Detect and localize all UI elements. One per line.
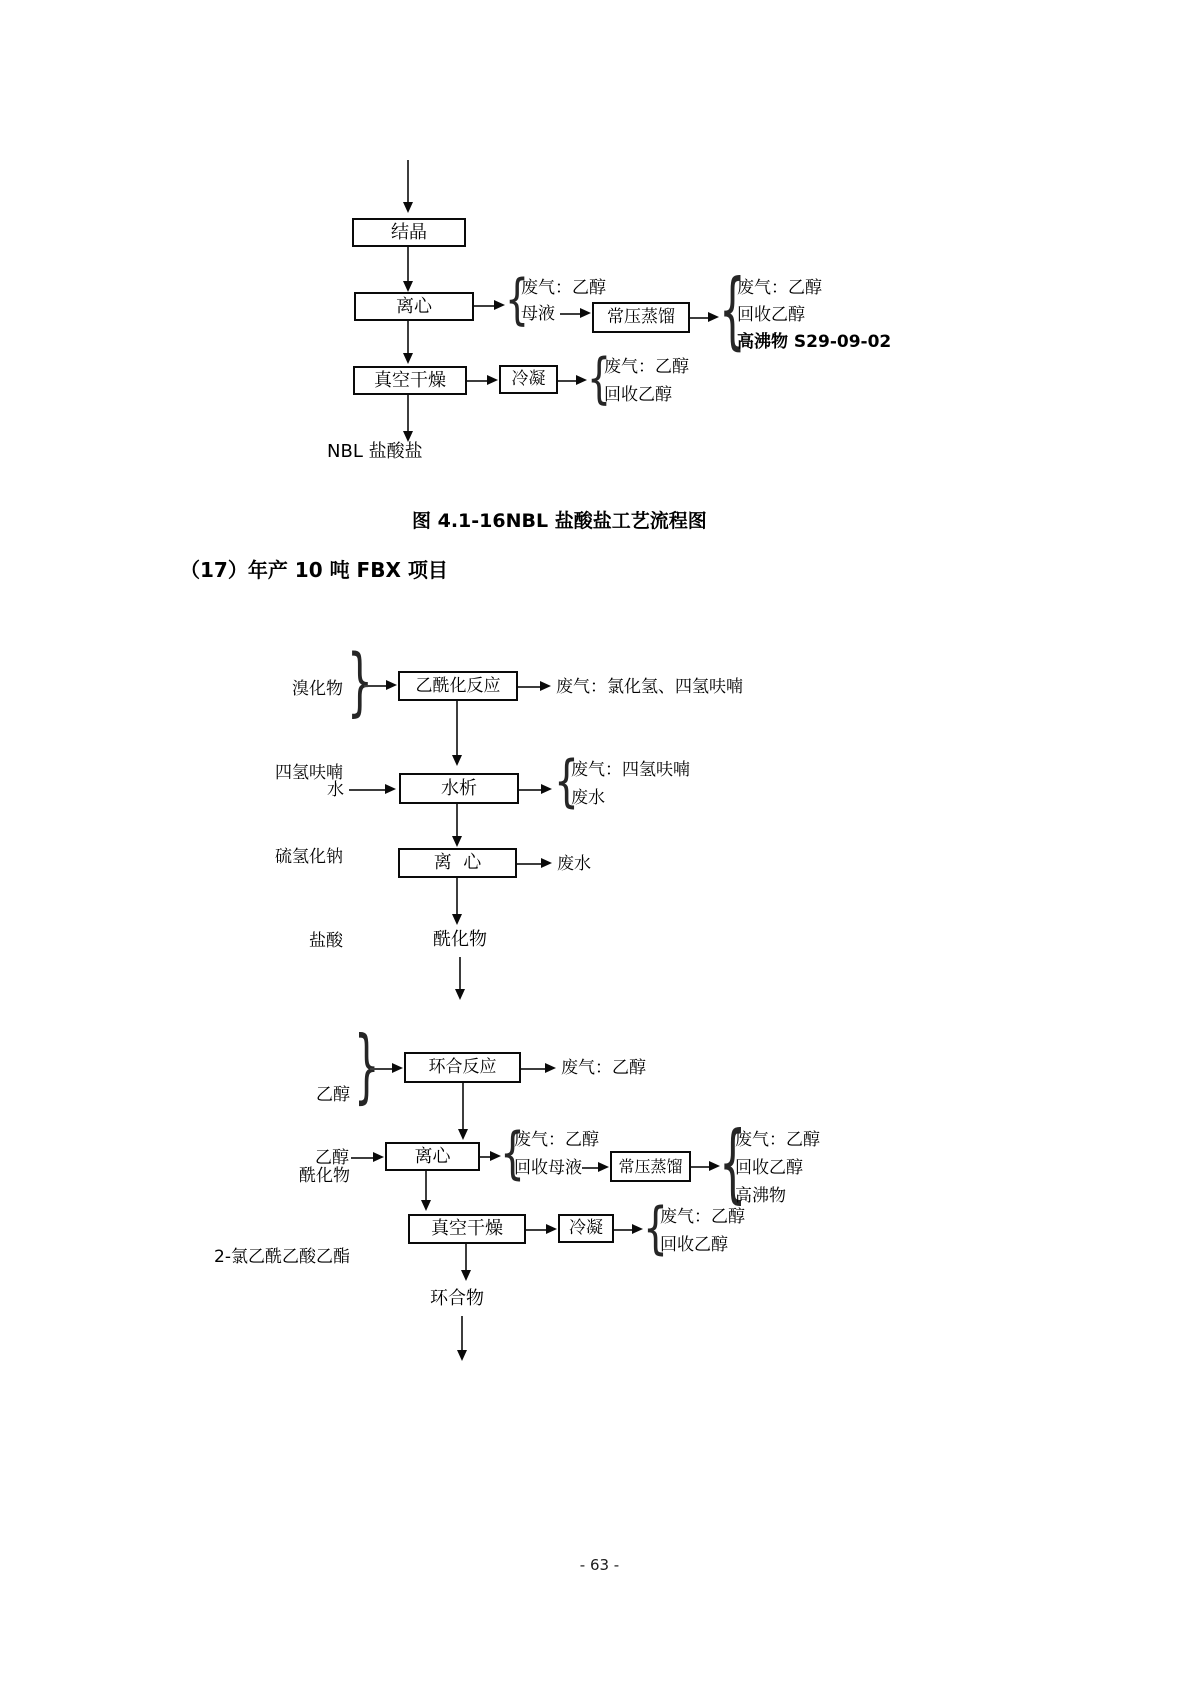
flow2-water-label: 水: [327, 780, 344, 800]
flow2-arrowhead-icon: [457, 1350, 467, 1361]
flow1-high-boiler-code: S29-09-02: [793, 332, 892, 352]
flow1-arrowhead-icon: [494, 300, 505, 310]
flow2-arrowhead-icon: [386, 680, 397, 690]
flow1-entry-line: [407, 160, 409, 204]
flow2-ethanol-label: 乙醇: [315, 1148, 349, 1168]
flow2-arrowhead-icon: [546, 1224, 557, 1234]
flow2-arrowhead-icon: [461, 1270, 471, 1281]
flow2-input-label: 溴化物: [292, 679, 343, 699]
flow2-acylate-label: 酰化物: [433, 929, 487, 950]
page-number: - 63 -: [579, 1556, 620, 1574]
flow2-input-label: 乙醇: [316, 1085, 350, 1105]
flow2-waste-water-label: 废水: [571, 788, 605, 808]
flow2-centrifuge1-node: 离 心: [398, 848, 517, 878]
flow2-arrowhead-icon: [598, 1162, 609, 1172]
brace-icon: [354, 1026, 379, 1106]
flow1-recover-ethanol-label: 回收乙醇: [604, 385, 672, 405]
flow2-condense-node: 冷凝: [558, 1214, 614, 1243]
flow2-connector: [614, 1229, 634, 1231]
flow2-connector: [461, 1316, 463, 1352]
flow1-product-label: NBL 盐酸盐: [327, 441, 423, 462]
flow1-arrowhead-icon: [403, 353, 413, 364]
flow2-vacuum-dry-node: 真空干燥: [408, 1214, 526, 1244]
flow2-water-precipitation-node: 水析: [399, 773, 519, 804]
flow2-connector: [691, 1166, 711, 1168]
flow2-arrowhead-icon: [373, 1152, 384, 1162]
flow1-entry-arrowhead-icon: [403, 202, 413, 213]
flow2-arrowhead-icon: [452, 914, 462, 925]
flow2-input-label: 盐酸: [309, 931, 343, 951]
flow2-waste-gas-thf-label: 废气：四氢呋喃: [571, 760, 690, 780]
flow1-recover-ethanol-label: 回收乙醇: [737, 305, 805, 325]
flow2-connector: [351, 1157, 375, 1159]
flow2-distill-node: 常压蒸馏: [610, 1151, 691, 1182]
flow1-condense-node: 冷凝: [499, 365, 558, 394]
flow2-input-label: 酰化物: [299, 1166, 350, 1186]
flow2-recover-ethanol-label: 回收乙醇: [660, 1235, 728, 1255]
flow2-connector: [370, 1068, 394, 1070]
flow2-waste-gas-ethanol-label: 废气：乙醇: [561, 1058, 646, 1078]
flow1-waste-gas-label: 废气：乙醇: [604, 357, 689, 377]
flow2-acylation-inputs: [195, 619, 343, 1011]
flow2-cyclization-inputs: [192, 1028, 350, 1325]
flow2-arrowhead-icon: [392, 1063, 403, 1073]
flow2-arrowhead-icon: [452, 755, 462, 766]
flow1-high-boiler-label: [737, 333, 891, 353]
flow2-arrowhead-icon: [458, 1129, 468, 1140]
flow2-cyclization-node: 环合反应: [404, 1052, 521, 1083]
flow2-arrowhead-icon: [540, 681, 551, 691]
flow2-arrowhead-icon: [541, 858, 552, 868]
flow2-waste-gas-ethanol-label: 废气：乙醇: [514, 1130, 599, 1150]
flow2-product-label: 环合物: [430, 1288, 484, 1309]
flow2-connector: [465, 1244, 467, 1272]
flow1-connector: [407, 395, 409, 433]
flow1-high-boiler-text: 高沸物: [737, 332, 788, 352]
flow2-arrowhead-icon: [452, 836, 462, 847]
flow1-waste-gas-label: 废气：乙醇: [521, 278, 606, 298]
flow2-arrowhead-icon: [632, 1224, 643, 1234]
flow2-waste-gas-ethanol-label: 废气：乙醇: [735, 1130, 820, 1150]
figure1-caption: 图 4.1-16NBL 盐酸盐工艺流程图: [412, 510, 707, 532]
brace-icon: [347, 645, 373, 719]
flow2-connector: [518, 686, 542, 688]
flow2-input-label: 硫氢化钠: [275, 847, 343, 867]
flow1-connector: [474, 305, 496, 307]
flow2-connector: [462, 1083, 464, 1131]
section-heading: （17）年产 10 吨 FBX 项目: [180, 558, 448, 582]
flow1-crystallize-node: 结晶: [352, 218, 466, 247]
flow2-recover-ethanol-label: 回收乙醇: [735, 1158, 803, 1178]
flow1-connector: [690, 317, 710, 319]
flow1-vacuum-dry-node: 真空干燥: [353, 366, 467, 395]
flow1-arrowhead-icon: [576, 375, 587, 385]
flow1-mother-liquor-label: 母液: [521, 304, 555, 324]
flow2-waste-gas-ethanol-label: 废气：乙醇: [660, 1207, 745, 1227]
flow2-arrowhead-icon: [455, 989, 465, 1000]
flow2-connector: [459, 957, 461, 991]
flow2-waste-gas-acylation-label: 废气：氯化氢、四氢呋喃: [556, 677, 743, 697]
flow2-connector: [517, 863, 543, 865]
flow2-connector: [456, 804, 458, 838]
flow2-arrowhead-icon: [545, 1063, 556, 1073]
flow2-input-label: 2-氯乙酰乙酸乙酯: [214, 1247, 350, 1267]
flow2-connector: [456, 878, 458, 916]
flow1-arrowhead-icon: [403, 281, 413, 292]
flow1-distill-node: 常压蒸馏: [592, 302, 690, 333]
flow2-connector: [521, 1068, 547, 1070]
flow2-arrowhead-icon: [385, 784, 396, 794]
flow1-connector: [467, 380, 489, 382]
flow1-waste-gas-label: 废气：乙醇: [737, 278, 822, 298]
flow2-input-label: 四氢呋喃: [275, 763, 343, 783]
flow1-connector: [407, 321, 409, 355]
flow1-connector: [558, 380, 578, 382]
flow2-arrowhead-icon: [541, 784, 552, 794]
flow1-arrowhead-icon: [708, 312, 719, 322]
flow2-arrowhead-icon: [421, 1200, 431, 1211]
flow2-connector: [349, 789, 387, 791]
flow2-centrifuge2-node: 离心: [385, 1142, 480, 1171]
flow2-connector: [425, 1171, 427, 1202]
flow2-high-boiler-label: 高沸物: [735, 1186, 786, 1206]
flow2-connector: [456, 701, 458, 757]
flow2-connector: [526, 1229, 548, 1231]
flow2-connector: [364, 685, 388, 687]
flow1-connector: [407, 247, 409, 283]
flow2-acylation-node: 乙酰化反应: [398, 671, 518, 701]
flow1-connector: [560, 313, 582, 315]
flow2-connector: [519, 789, 543, 791]
flow1-arrowhead-icon: [580, 308, 591, 318]
flow2-waste-water-label: 废水: [557, 854, 591, 874]
flow1-centrifuge-node: 离心: [354, 292, 474, 321]
flow2-recover-mother-liquor-label: 回收母液: [514, 1158, 582, 1178]
flow1-arrowhead-icon: [487, 375, 498, 385]
